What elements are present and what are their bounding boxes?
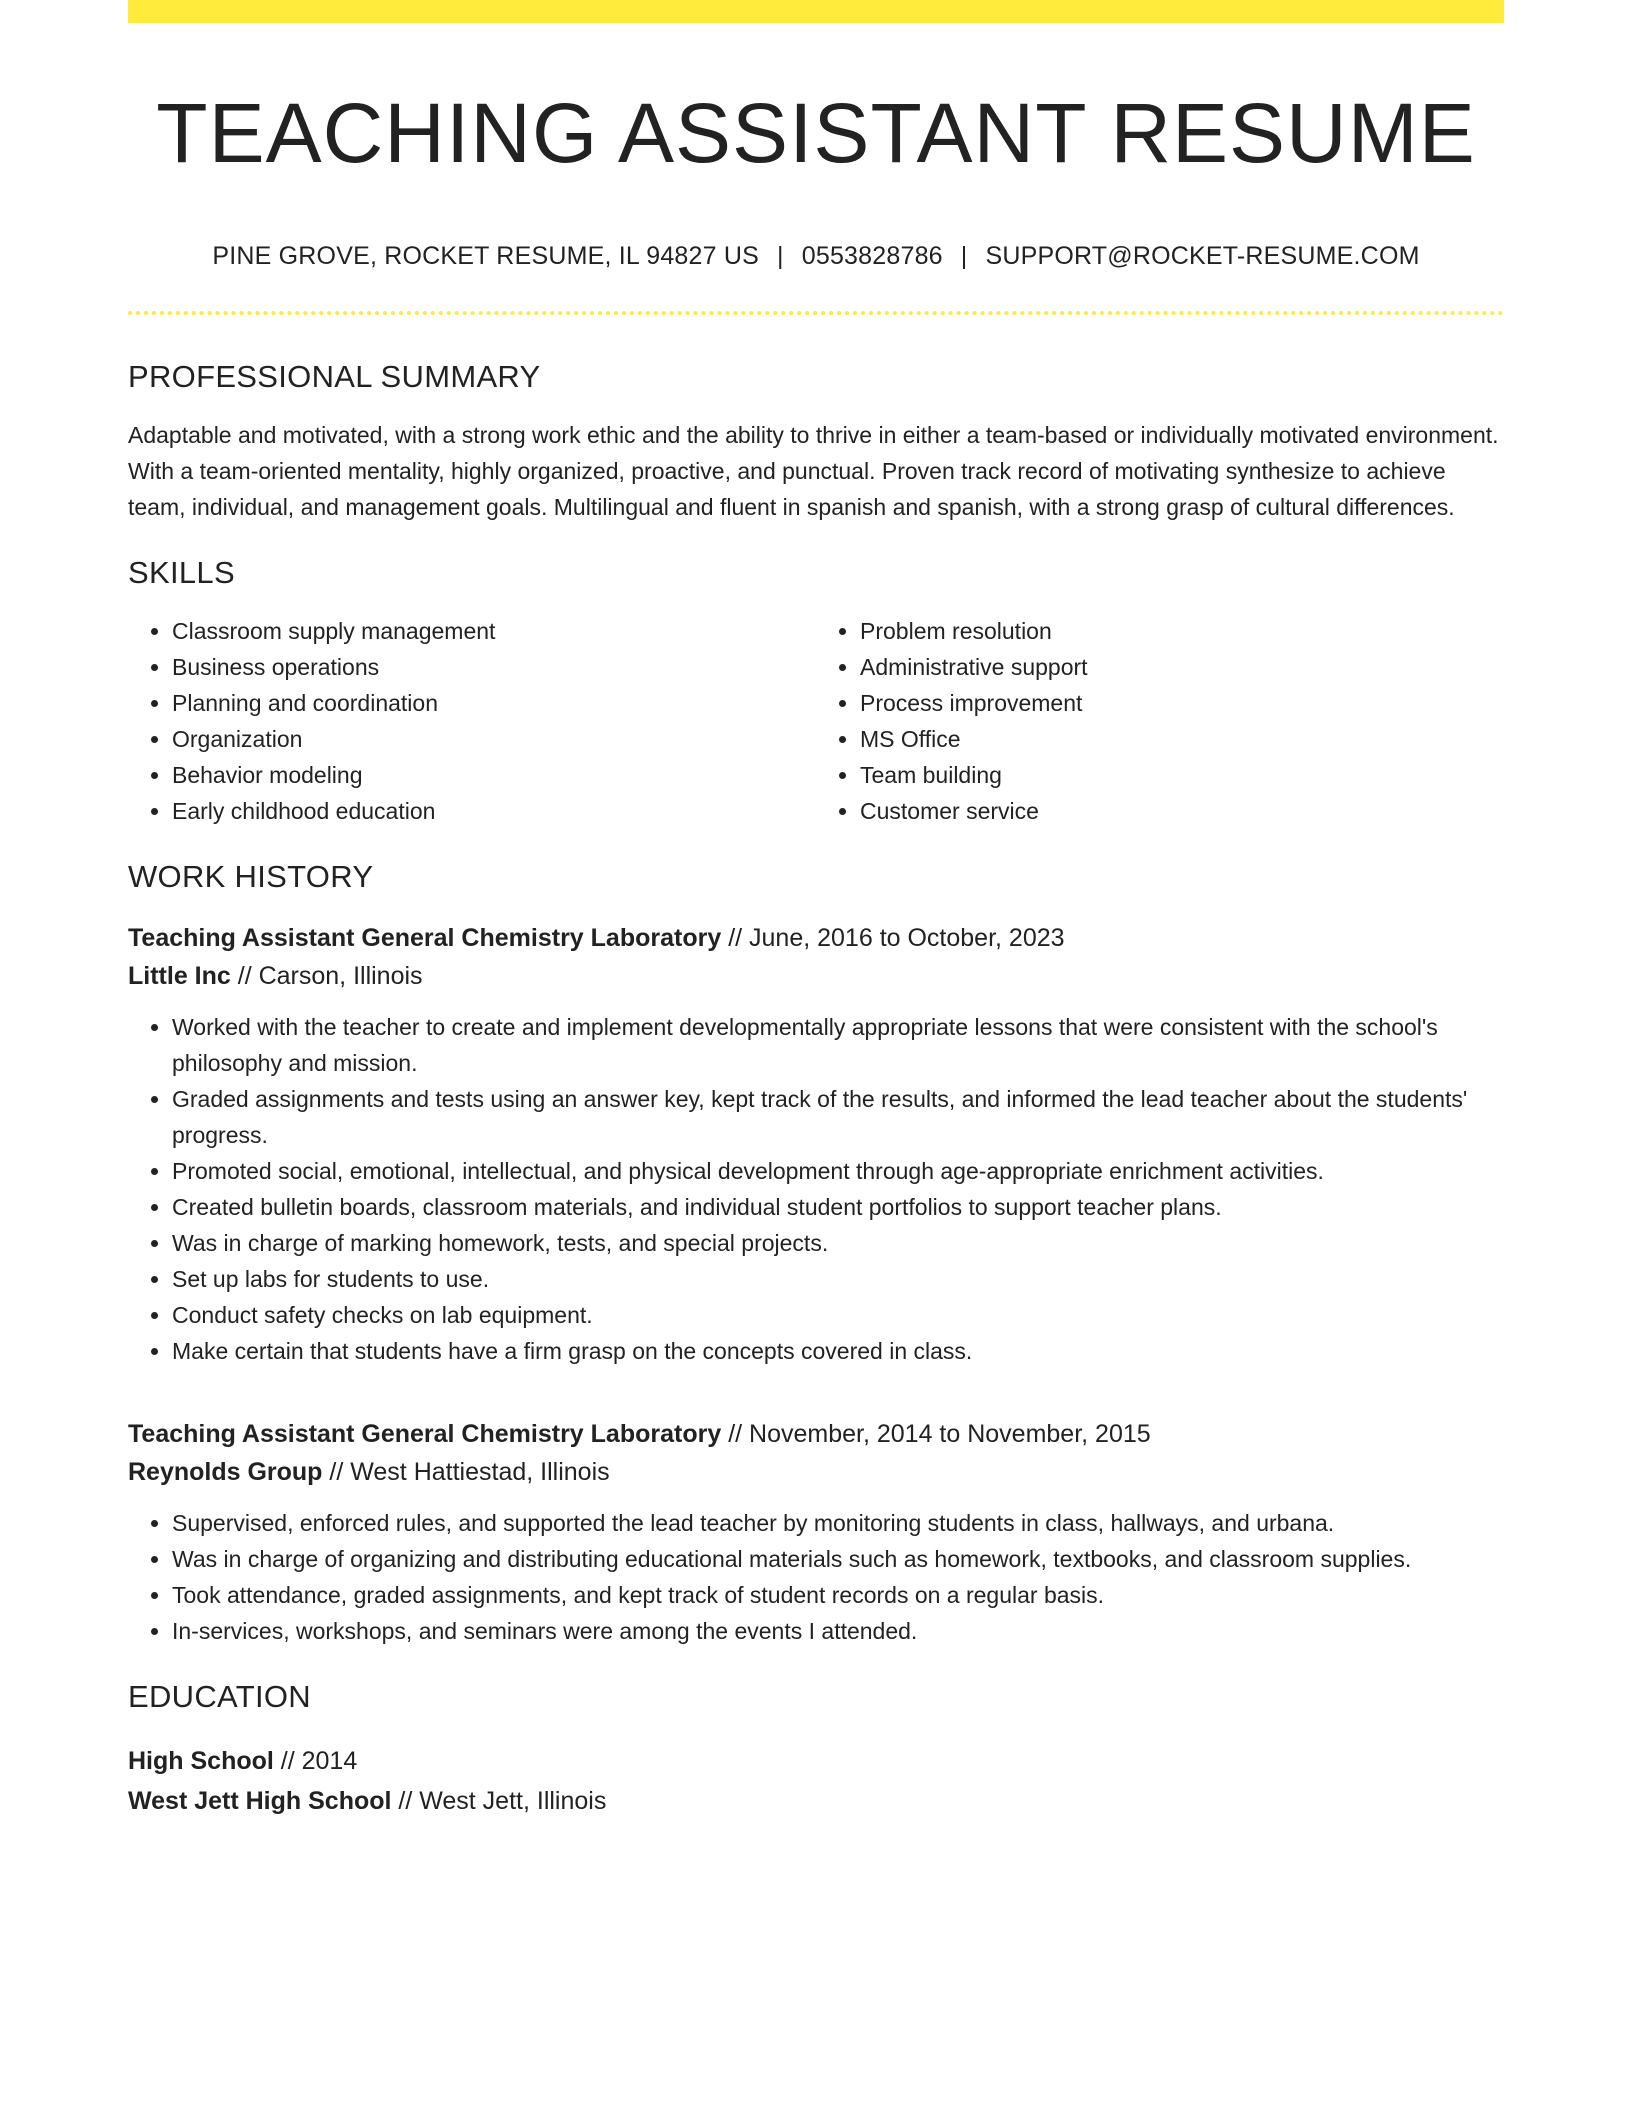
job-title: Teaching Assistant General Chemistry Laboratory xyxy=(128,1419,722,1448)
accent-top-bar xyxy=(128,0,1504,23)
job-title: Teaching Assistant General Chemistry Laboratory xyxy=(128,923,722,952)
work-history-heading: WORK HISTORY xyxy=(128,858,374,894)
job-bullet: • Created bulletin boards, classroom materials, and individual student portfolios to support teacher plans. xyxy=(172,1189,1504,1225)
skill-item: • Business operations xyxy=(172,649,816,685)
page-title: TEACHING ASSISTANT RESUME xyxy=(156,86,1476,180)
contact-separator: | xyxy=(960,241,968,270)
job-entry xyxy=(128,1415,1504,1649)
education-heading: EDUCATION xyxy=(128,1678,311,1714)
job-company: Little Inc xyxy=(128,961,231,990)
job-bullet: • Took attendance, graded assignments, and kept track of student records on a regular basis. xyxy=(172,1577,1504,1613)
job-bullet: • Conduct safety checks on lab equipment. xyxy=(172,1297,1504,1333)
contact-separator: | xyxy=(777,241,784,270)
skill-item: • Team building xyxy=(860,757,1504,793)
job-location: // Carson, Illinois xyxy=(237,961,423,990)
skills-column-left xyxy=(128,613,816,829)
job-title-line xyxy=(128,1415,1504,1453)
job-location: // West Hattiestad, Illinois xyxy=(329,1457,610,1486)
skill-item: • Classroom supply management xyxy=(172,613,816,649)
education-school-line xyxy=(128,1781,1504,1821)
skill-item: • Customer service xyxy=(860,793,1504,829)
education-year: // 2014 xyxy=(280,1746,358,1775)
contact-address: PINE GROVE, ROCKET RESUME, IL 94827 US xyxy=(212,241,760,270)
skill-item: • Administrative support xyxy=(860,649,1504,685)
job-company-line xyxy=(128,1453,1504,1491)
skills-heading: SKILLS xyxy=(128,554,235,590)
summary-text: Adaptable and motivated, with a strong work ethic and the ability to thrive in either a team-based or individually motivated environment. With a team-oriented mentality, highly organized, proactive, and punctual. Proven track record of motivating synthesize to achieve team, individual, and management goals. Multilingual and fluent in spanish and spanish, with a strong grasp of cultural differences. xyxy=(128,421,1499,520)
education-entry xyxy=(128,1741,1504,1821)
job-company-line xyxy=(128,957,1504,995)
job-dates: // June, 2016 to October, 2023 xyxy=(728,923,1065,952)
skill-item: • Early childhood education xyxy=(172,793,816,829)
skill-item: • Problem resolution xyxy=(860,613,1504,649)
dotted-divider xyxy=(128,311,1504,315)
job-bullet: • Set up labs for students to use. xyxy=(172,1261,1504,1297)
education-location: // West Jett, Illinois xyxy=(398,1786,607,1815)
job-bullet: • Graded assignments and tests using an answer key, kept track of the results, and informed the lead teacher about the students' progress. xyxy=(172,1081,1504,1153)
education-degree-line xyxy=(128,1741,1504,1781)
skill-item: • Planning and coordination xyxy=(172,685,816,721)
job-bullet: • Promoted social, emotional, intellectual, and physical development through age-appropriate enrichment activities. xyxy=(172,1153,1504,1189)
contact-email: SUPPORT@ROCKET-RESUME.COM xyxy=(985,241,1420,270)
skill-item: • Process improvement xyxy=(860,685,1504,721)
skill-item: • Organization xyxy=(172,721,816,757)
job-dates: // November, 2014 to November, 2015 xyxy=(728,1419,1151,1448)
contact-phone: 0553828786 xyxy=(801,241,943,270)
job-entry xyxy=(128,919,1504,1369)
job-company: Reynolds Group xyxy=(128,1457,323,1486)
job-title-line xyxy=(128,919,1504,957)
skills-column-right xyxy=(816,613,1504,829)
job-bullet: • Make certain that students have a firm grasp on the concepts covered in class. xyxy=(172,1333,1504,1369)
skills-list xyxy=(128,613,1504,829)
job-bullets xyxy=(128,1505,1504,1649)
education-degree: High School xyxy=(128,1746,274,1775)
summary-heading: PROFESSIONAL SUMMARY xyxy=(128,358,541,394)
job-bullet: • Worked with the teacher to create and implement developmentally appropriate lessons that were consistent with the school's philosophy and mission. xyxy=(172,1009,1504,1081)
education-school: West Jett High School xyxy=(128,1786,392,1815)
job-bullet: • Was in charge of marking homework, tests, and special projects. xyxy=(172,1225,1504,1261)
job-bullet: • Was in charge of organizing and distributing educational materials such as homework, textbooks, and classroom supplies. xyxy=(172,1541,1504,1577)
job-bullet: • Supervised, enforced rules, and supported the lead teacher by monitoring students in class, hallways, and urbana. xyxy=(172,1505,1504,1541)
skill-item: • MS Office xyxy=(860,721,1504,757)
job-bullets xyxy=(128,1009,1504,1369)
contact-line xyxy=(128,242,1504,271)
job-bullet: • In-services, workshops, and seminars were among the events I attended. xyxy=(172,1613,1504,1649)
skill-item: • Behavior modeling xyxy=(172,757,816,793)
resume-page xyxy=(128,0,1504,1821)
